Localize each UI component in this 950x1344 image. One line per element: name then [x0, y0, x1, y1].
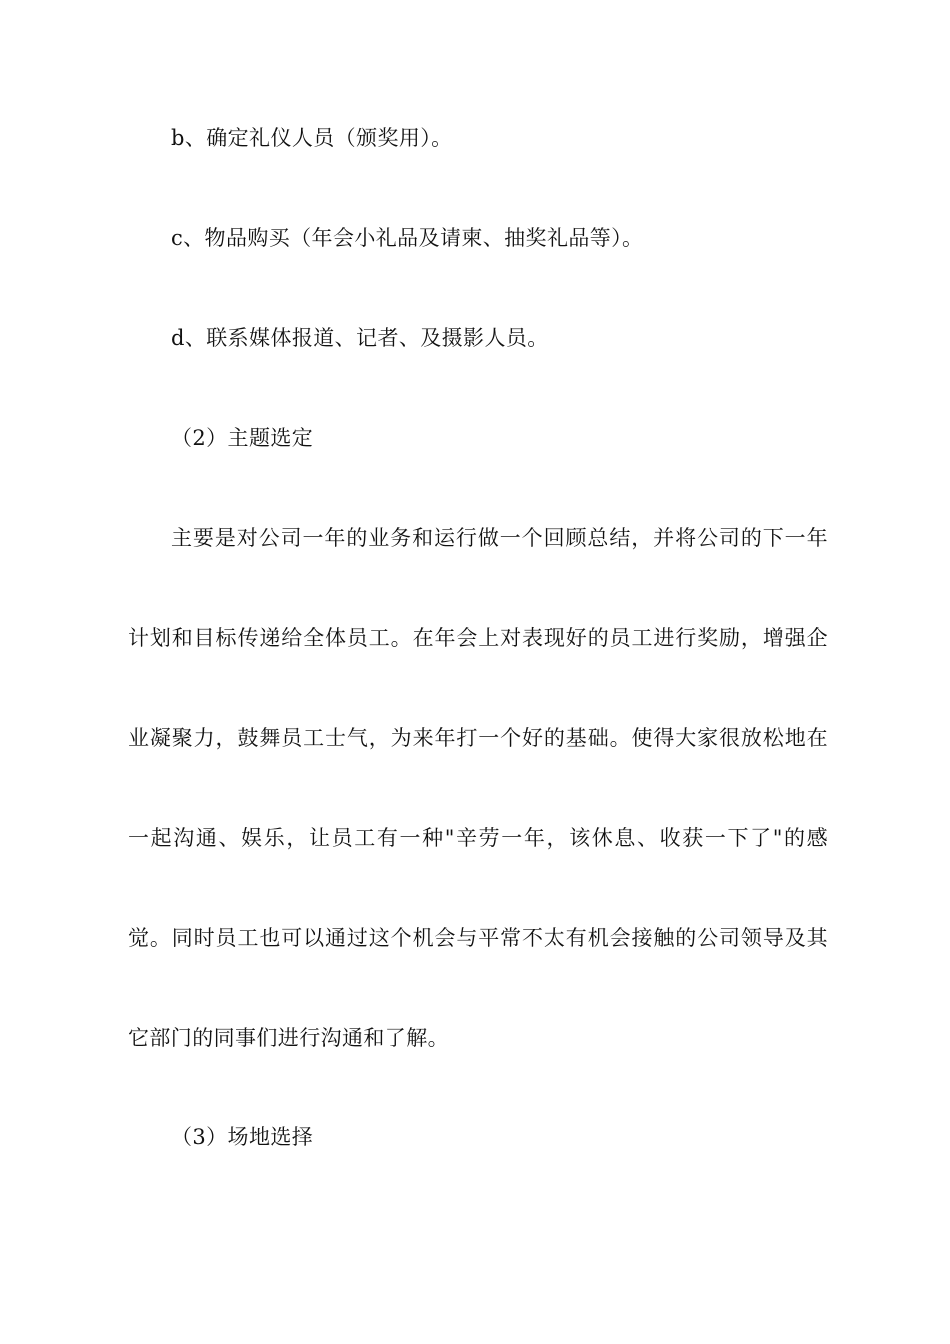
list-item-d: d、联系媒体报道、记者、及摄影人员。 [171, 326, 549, 350]
list-item-c: c、物品购买（年会小礼品及请柬、抽奖礼品等）。 [171, 226, 644, 250]
section-heading-venue: （3）场地选择 [171, 1125, 314, 1149]
list-item-b: b、确定礼仪人员（颁奖用）。 [171, 126, 453, 150]
section-heading-theme: （2）主题选定 [171, 426, 314, 450]
theme-paragraph: 主要是对公司一年的业务和运行做一个回顾总结，并将公司的下一年计划和目标传递给全体员工。在年会上对表现好的员工进行奖励，增强企业凝聚力，鼓舞员工士气，为来年打一个好的基础。使得大家很放松地在一起沟通、娱乐，让员工有一种"辛劳一年，该休息、收获一下了"的感觉。同时员工也可以通过这个机会与平常不太有机会接触的公司领导及其它部门的同事们进行沟通和了解。 [128, 526, 828, 1050]
